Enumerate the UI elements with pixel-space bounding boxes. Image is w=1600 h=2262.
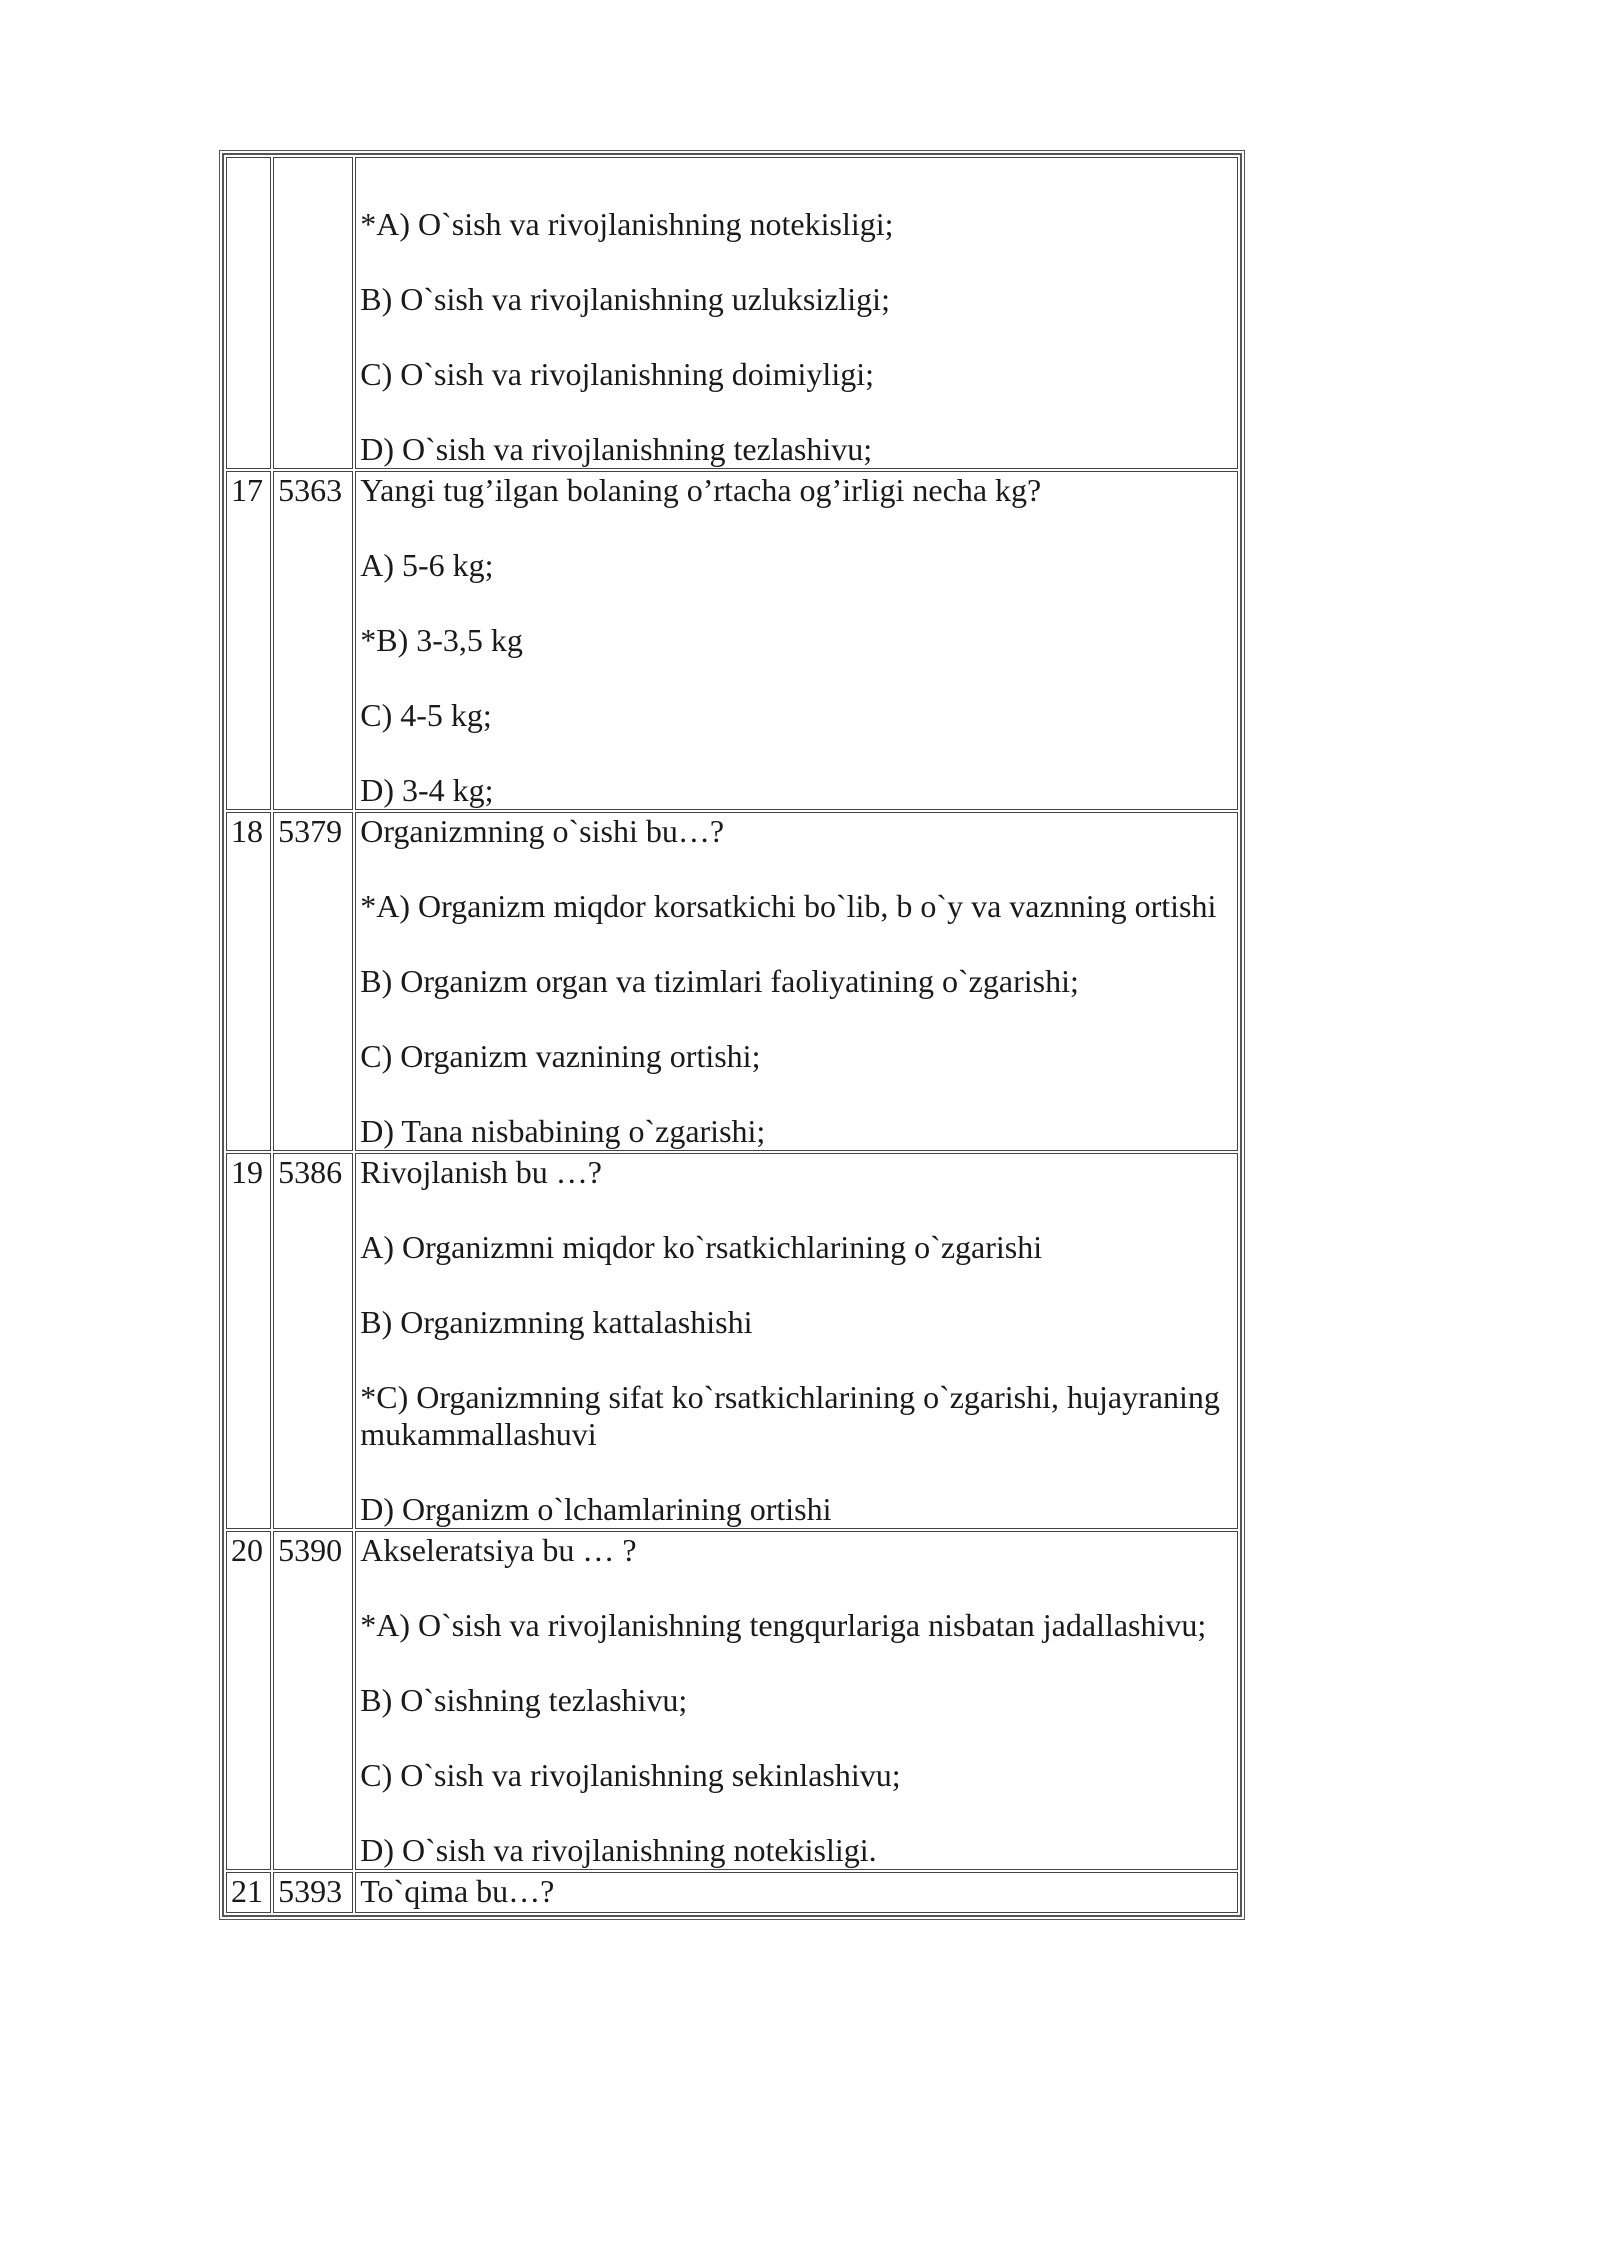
answer-option: D) O`sish va rivojlanishning notekisligi.	[360, 1832, 877, 1868]
answer-option: D) Organizm o`lchamlarining ortishi	[360, 1491, 832, 1527]
question-row	[226, 1531, 1238, 1870]
question-id: 5393	[273, 1872, 353, 1913]
question-text: Akseleratsiya bu … ?	[360, 1532, 637, 1568]
question-text: To`qima bu…?	[360, 1873, 555, 1909]
question-id: 5386	[273, 1153, 353, 1529]
answer-option: C) Organizm vaznining ortishi;	[360, 1038, 761, 1074]
question-row	[226, 812, 1238, 1151]
answer-option: *A) O`sish va rivojlanishning notekisligi;	[360, 206, 894, 242]
answer-option: C) 4-5 kg;	[360, 697, 492, 733]
question-id: 5363	[273, 471, 353, 810]
answer-option: D) Tana nisbabining o`zgarishi;	[360, 1113, 766, 1149]
answer-option: D) 3-4 kg;	[360, 772, 494, 808]
question-number: 21	[226, 1872, 271, 1913]
question-number	[226, 157, 271, 469]
question-id	[273, 157, 353, 469]
question-content	[355, 812, 1238, 1151]
answer-option: *B) 3-3,5 kg	[360, 622, 523, 658]
question-text: Yangi tug’ilgan bolaning o’rtacha og’irligi necha kg?	[360, 472, 1042, 508]
question-content	[355, 1872, 1238, 1913]
question-content	[355, 1531, 1238, 1870]
questions-table	[222, 153, 1242, 1917]
question-number: 17	[226, 471, 271, 810]
answer-option: B) Organizm organ va tizimlari faoliyatining o`zgarishi;	[360, 963, 1079, 999]
answer-option: B) O`sishning tezlashivu;	[360, 1682, 688, 1718]
question-row	[226, 1153, 1238, 1529]
question-id: 5390	[273, 1531, 353, 1870]
question-text: Rivojlanish bu …?	[360, 1154, 602, 1190]
answer-option: *A) Organizm miqdor korsatkichi bo`lib, b o`y va vaznning ortishi	[360, 888, 1217, 924]
answer-option: C) O`sish va rivojlanishning sekinlashivu;	[360, 1757, 901, 1793]
question-id: 5379	[273, 812, 353, 1151]
answer-option: A) Organizmni miqdor ko`rsatkichlarining o`zgarishi	[360, 1229, 1043, 1265]
answer-option: D) O`sish va rivojlanishning tezlashivu;	[360, 431, 873, 467]
answer-option: C) O`sish va rivojlanishning doimiyligi;	[360, 356, 874, 392]
question-content	[355, 471, 1238, 810]
answer-option: A) 5-6 kg;	[360, 547, 494, 583]
answer-option: B) Organizmning kattalashishi	[360, 1304, 753, 1340]
question-row	[226, 471, 1238, 810]
question-content	[355, 157, 1238, 469]
question-row	[226, 1872, 1238, 1913]
question-number: 18	[226, 812, 271, 1151]
question-row	[226, 157, 1238, 469]
question-number: 19	[226, 1153, 271, 1529]
question-text: Organizmning o`sishi bu…?	[360, 813, 725, 849]
question-number: 20	[226, 1531, 271, 1870]
answer-option: *C) Organizmning sifat ko`rsatkichlarining o`zgarishi, hujayraning mukammallashuvi	[360, 1379, 1220, 1452]
answer-option: B) O`sish va rivojlanishning uzluksizligi;	[360, 281, 890, 317]
question-content	[355, 1153, 1238, 1529]
questions-table-body	[226, 157, 1238, 1913]
answer-option: *A) O`sish va rivojlanishning tengqurlariga nisbatan jadallashivu;	[360, 1607, 1207, 1643]
